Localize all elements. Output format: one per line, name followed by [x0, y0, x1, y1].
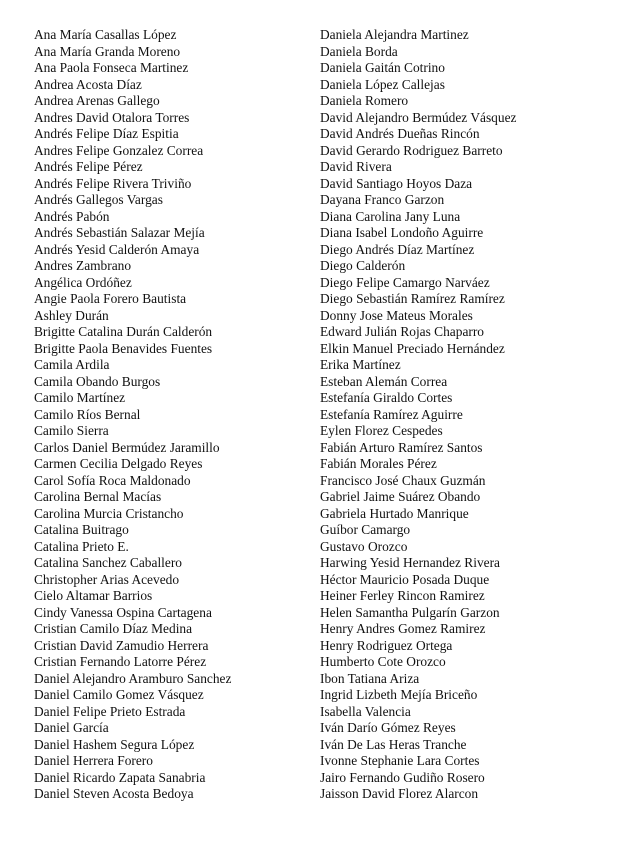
name-entry: Fabián Morales Pérez: [320, 456, 437, 471]
name-entry: Daniel Alejandro Aramburo Sanchez: [34, 670, 232, 686]
name-entry: Diego Calderón: [320, 258, 406, 273]
name-entry: Andres Felipe Gonzalez Correa: [34, 142, 204, 158]
name-entry: Diego Sebastián Ramírez Ramírez: [320, 291, 505, 306]
name-entry: Henry Rodriguez Ortega: [320, 637, 453, 653]
name-entry: Camilo Ríos Bernal: [34, 406, 141, 422]
name-entry: Estefanía Ramírez Aguirre: [320, 406, 463, 422]
name-entry: Isabella Valencia: [320, 703, 411, 719]
name-entry: Brigitte Paola Benavides Fuentes: [34, 340, 213, 356]
name-entry: Cristian David Zamudio Herrera: [34, 637, 209, 653]
name-entry: Camila Ardila: [34, 357, 110, 372]
name-entry: Andrés Felipe Pérez: [34, 159, 143, 174]
name-entry: David Alejandro Bermúdez Vásquez: [320, 109, 517, 125]
name-entry: Andrea Acosta Díaz: [34, 76, 142, 92]
name-entry: Gabriela Hurtado Manrique: [320, 505, 469, 521]
name-entry: Diana Carolina Jany Luna: [320, 208, 461, 224]
name-entry: Andres David Otalora Torres: [34, 109, 190, 125]
name-entry: Jairo Fernando Gudiño Rosero: [320, 769, 485, 785]
name-entry: Ana María Granda Moreno: [34, 43, 181, 59]
name-entry: Andrés Pabón: [34, 208, 110, 224]
name-entry: Andrés Sebastián Salazar Mejía: [34, 225, 205, 240]
name-entry: Gabriel Jaime Suárez Obando: [320, 489, 481, 504]
name-entry: Angélica Ordóñez: [34, 274, 132, 290]
name-entry: Daniel Steven Acosta Bedoya: [34, 786, 194, 801]
name-entry: Carolina Murcia Cristancho: [34, 505, 184, 521]
name-entry: Daniel Ricardo Zapata Sanabria: [34, 769, 206, 785]
name-entry: Catalina Buitrago: [34, 522, 129, 537]
name-entry: Elkin Manuel Preciado Hernández: [320, 340, 505, 356]
name-entry: Andrés Felipe Rivera Triviño: [34, 175, 192, 191]
name-entry: Francisco José Chaux Guzmán: [320, 472, 486, 488]
name-entry: Carmen Cecilia Delgado Reyes: [34, 456, 203, 471]
name-entry: Jaisson David Florez Alarcon: [320, 786, 479, 801]
name-entry: Diego Andrés Díaz Martínez: [320, 241, 475, 257]
name-entry: David Santiago Hoyos Daza: [320, 175, 473, 191]
name-entry: Daniela Borda: [320, 43, 398, 59]
name-entry: Cristian Camilo Díaz Medina: [34, 621, 193, 636]
name-entry: Camilo Martínez: [34, 390, 126, 405]
name-entry: Iván Darío Gómez Reyes: [320, 720, 456, 735]
name-entry: David Andrés Dueñas Rincón: [320, 126, 480, 141]
name-entry: Diego Felipe Camargo Narváez: [320, 274, 490, 290]
name-entry: Cindy Vanessa Ospina Cartagena: [34, 604, 212, 620]
name-entry: David Gerardo Rodriguez Barreto: [320, 142, 503, 158]
name-entry: Gustavo Orozco: [320, 538, 408, 554]
name-entry: Carolina Bernal Macías: [34, 489, 162, 504]
name-entry: Eylen Florez Cespedes: [320, 423, 443, 438]
name-entry: Humberto Cote Orozco: [320, 654, 446, 669]
name-entry: Edward Julián Rojas Chaparro: [320, 324, 484, 339]
name-entry: Ashley Durán: [34, 307, 109, 323]
name-entry: Ana Paola Fonseca Martinez: [34, 60, 189, 75]
name-entry: Diana Isabel Londoño Aguirre: [320, 225, 484, 240]
name-entry: Fabián Arturo Ramírez Santos: [320, 439, 483, 455]
name-entry: Dayana Franco Garzon: [320, 192, 445, 207]
name-entry: Daniel García: [34, 720, 109, 735]
name-entry: Daniela Alejandra Martinez: [320, 27, 469, 42]
name-entry: Daniela Romero: [320, 93, 409, 108]
name-entry: Andrés Gallegos Vargas: [34, 192, 163, 207]
name-entry: Henry Andres Gomez Ramirez: [320, 621, 486, 636]
name-entry: Daniela Gaitán Cotrino: [320, 60, 445, 75]
names-column-right: [320, 27, 610, 803]
name-entry: Camila Obando Burgos: [34, 373, 161, 389]
name-entry: Ingrid Lizbeth Mejía Briceño: [320, 687, 478, 702]
name-entry: Harwing Yesid Hernandez Rivera: [320, 555, 500, 570]
name-entry: Estefanía Giraldo Cortes: [320, 390, 453, 405]
name-entry: Ana María Casallas López: [34, 27, 177, 42]
name-entry: Guíbor Camargo: [320, 522, 411, 537]
name-entry: Ibon Tatiana Ariza: [320, 670, 420, 686]
name-entry: Daniela López Callejas: [320, 76, 445, 92]
name-entry: Catalina Prieto E.: [34, 538, 129, 554]
name-entry: Carol Sofía Roca Maldonado: [34, 472, 191, 488]
name-entry: Daniel Herrera Forero: [34, 753, 153, 768]
name-entry: Daniel Felipe Prieto Estrada: [34, 703, 186, 719]
name-entry: Ivonne Stephanie Lara Cortes: [320, 753, 480, 768]
name-entry: Andrés Yesid Calderón Amaya: [34, 241, 200, 257]
name-entry: Andres Zambrano: [34, 258, 132, 273]
name-entry: David Rivera: [320, 159, 392, 174]
name-entry: Camilo Sierra: [34, 423, 109, 438]
name-entry: Carlos Daniel Bermúdez Jaramillo: [34, 439, 220, 455]
name-entry: Erika Martínez: [320, 357, 401, 372]
names-column-left: [34, 27, 304, 803]
name-entry: Christopher Arias Acevedo: [34, 571, 180, 587]
name-entry: Andrea Arenas Gallego: [34, 93, 160, 108]
name-entry: Brigitte Catalina Durán Calderón: [34, 324, 213, 339]
name-entry: Iván De Las Heras Tranche: [320, 736, 467, 752]
name-entry: Andrés Felipe Díaz Espitia: [34, 126, 179, 141]
name-entry: Esteban Alemán Correa: [320, 373, 448, 389]
name-entry: Helen Samantha Pulgarín Garzon: [320, 604, 500, 620]
name-entry: Heiner Ferley Rincon Ramirez: [320, 588, 485, 603]
name-entry: Daniel Camilo Gomez Vásquez: [34, 687, 204, 702]
name-entry: Angie Paola Forero Bautista: [34, 291, 187, 306]
name-entry: Cielo Altamar Barrios: [34, 588, 153, 603]
name-entry: Donny Jose Mateus Morales: [320, 307, 473, 323]
name-entry: Daniel Hashem Segura López: [34, 736, 195, 752]
name-entry: Cristian Fernando Latorre Pérez: [34, 654, 207, 669]
name-entry: Héctor Mauricio Posada Duque: [320, 571, 490, 587]
name-entry: Catalina Sanchez Caballero: [34, 555, 182, 570]
